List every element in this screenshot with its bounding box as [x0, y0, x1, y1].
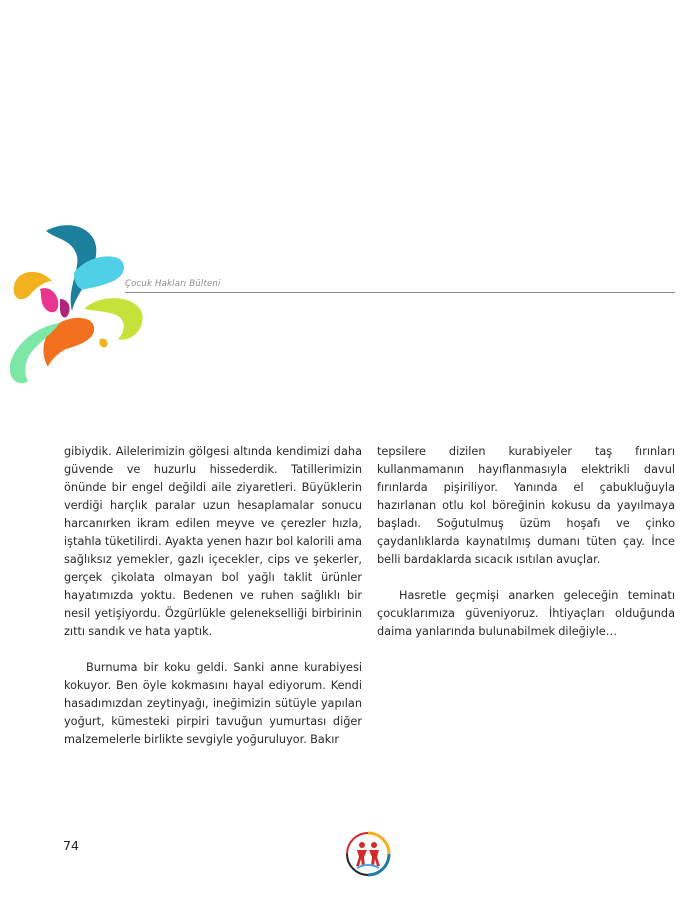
bulletin-title: Çocuk Hakları Bülteni	[125, 279, 221, 289]
text-column-right	[377, 443, 675, 659]
decorative-swirl-icon	[0, 215, 160, 395]
paragraph: gibiydik. Ailelerimizin gölgesi altında kendimizi daha güvende ve huzurlu hissederdik. Tatillerimizin önünde bir engel değildi aile ziyaretleri. Büyüklerin verdiği harçlık paralar uzun hesaplamalar sonucu harcanırken ikram edilen meyve ve çerezler hızla, iştahla tüketilirdi. Ayakta yenen hazır bol kalorili ama sağlıksız yemekler, gazlı içecekler, cips ve şekerler, gerçek çikolata olmayan bol yağlı taklit ürünler hayatımızda yoktu. Bedenen ve ruhen sağlıklı bir nesil yetişiyordu. Özgürlükle gelenekselliği birbirinin zıttı sandık ve hata yaptık.	[64, 445, 362, 638]
paragraph: tepsilere dizilen kurabiyeler taş fırınları kullanmamanın hayıflanmasıyla elektrikli davul fırınlarda pişiriliyor. Yanında el çabukluğuyla hazırlanan otlu kol böreğinin kokusu da yayılmaya başladı. Soğutulmuş üzüm hoşafı ve çinko çaydanlıklarda kaynatılmış dumanı tüten çay. İnce belli bardaklarda sıcacık ısıtılan avuçlar.	[377, 445, 675, 566]
paragraph: Hasretle geçmişi anarken geleceğin teminatı çocuklarımıza güveniyoruz. İhtiyaçları olduğunda daima yanlarında bulunabilmek dileğiyle…	[377, 589, 675, 638]
page-number: 74	[63, 838, 79, 853]
text-column-left	[64, 443, 362, 767]
paragraph: Burnuma bir koku geldi. Sanki anne kurabiyesi kokuyor. Ben öyle kokmasını hayal ediyorum. Kendi hasadımızdan zeytinyağı, ineğimizin sütüyle yapılan yoğurt, kümesteki pirpiri tavuğun yumurtası diğer malzemelerle birlikte sevgiyle yoğuruluyor. Bakır	[64, 661, 362, 746]
header-divider	[125, 292, 675, 293]
children-rights-emblem-icon	[345, 830, 391, 878]
